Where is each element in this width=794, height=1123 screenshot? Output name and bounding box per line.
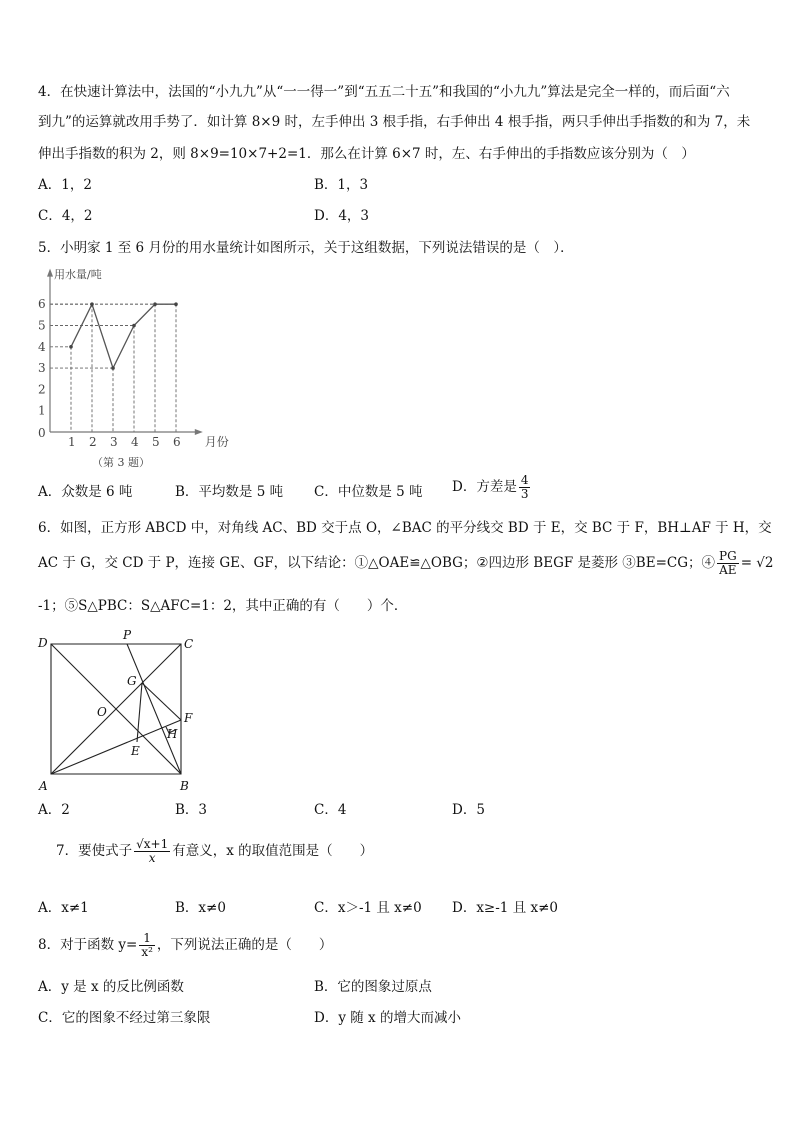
label-e: E	[131, 744, 140, 758]
q8-option-d: D．y 随 x 的增大而减小	[314, 1010, 461, 1026]
q4-line-2: 到九”的运算就改用手势了．如计算 8×9 时，左手伸出 3 根手指，右手伸出 4 根手指，两只手伸出手指数的和为 7，未	[38, 114, 751, 130]
origin-label: 0	[38, 426, 46, 440]
fraction-numerator: 4	[520, 473, 529, 487]
y-axis-arrow	[47, 269, 53, 277]
data-point	[174, 302, 178, 306]
q8-option-b: B．它的图象过原点	[314, 979, 432, 995]
data-point	[90, 302, 94, 306]
q7-option-b: B．x≠0	[175, 900, 226, 916]
y-tick-label: 3	[38, 361, 46, 376]
q6-option-a: A．2	[38, 802, 70, 818]
q6-line-3: -1；⑤S△PBC：S△AFC=1：2，其中正确的有（ ）个．	[38, 598, 408, 614]
q7-option-a: A．x≠1	[38, 900, 89, 916]
y-tick-label: 6	[38, 297, 46, 312]
x-axis-arrow	[195, 429, 203, 435]
label-a: A	[39, 779, 48, 793]
y-tick-label: 2	[38, 382, 46, 397]
q7-stem	[56, 838, 373, 865]
x-axis-label: 月份	[204, 435, 229, 449]
q6-line-2	[38, 550, 773, 577]
q8-stem	[38, 932, 332, 959]
q7-fraction	[134, 838, 170, 865]
q4-option-b: B．1，3	[314, 177, 369, 193]
q5-option-b: B．平均数是 5 吨	[175, 484, 284, 500]
q6-square-figure	[34, 628, 204, 796]
y-tick-label: 1	[38, 403, 46, 418]
q6-option-d: D．5	[452, 802, 485, 818]
label-b: B	[180, 779, 189, 793]
q5-line-chart	[30, 262, 250, 472]
q6-line-2-text: AC 于 G，交 CD 于 P，连接 GE、GF，以下结论：①△OAE≌△OBG；②四边形 BEGF 是菱形 ③BE=CG；④	[38, 555, 716, 571]
q5-option-c: C．中位数是 5 吨	[314, 484, 423, 500]
q5-option-d-label: D．方差是	[452, 479, 517, 495]
fraction-numerator: 1	[139, 932, 155, 946]
y-axis-label: 用水量/吨	[54, 268, 102, 281]
q8-option-c: C．它的图象不经过第三象限	[38, 1010, 211, 1026]
q7-prefix: 7．要使式子	[56, 843, 133, 859]
q5-option-d-fraction	[519, 474, 531, 501]
fraction-numerator: PG	[719, 549, 737, 563]
fraction-denominator: x	[148, 851, 156, 865]
q6-fraction	[717, 550, 739, 577]
q4-option-d: D．4，3	[314, 208, 370, 224]
q8-option-a: A．y 是 x 的反比例函数	[38, 979, 184, 995]
x-tick-label: 3	[110, 435, 118, 449]
x-tick-label: 6	[173, 435, 181, 449]
q8-suffix: ，下列说法正确的是（ ）	[156, 937, 333, 953]
q8-prefix: 8．对于函数 y=	[38, 937, 138, 953]
q6-option-b: B．3	[175, 802, 208, 818]
fraction-denominator: AE	[719, 563, 737, 577]
segment-gf	[142, 683, 181, 720]
data-point	[69, 345, 73, 349]
label-c: C	[184, 637, 194, 651]
q6-line-1: 6．如图，正方形 ABCD 中，对角线 AC、BD 交于点 O，∠BAC 的平分线交 BD 于 E，交 BC 于 F，BH⊥AF 于 H，交	[38, 520, 772, 536]
label-d: D	[38, 636, 48, 650]
x-tick-label: 1	[68, 435, 76, 449]
data-point	[111, 366, 115, 370]
q6-line-2-tail: = √2	[740, 555, 774, 571]
label-f: F	[184, 711, 193, 725]
chart-caption: （第 3 题）	[92, 456, 150, 469]
q7-suffix: 有意义，x 的取值范围是（ ）	[172, 843, 374, 859]
label-h: H	[167, 727, 178, 741]
label-g: G	[127, 674, 137, 688]
q5-option-a: A．众数是 6 吨	[38, 484, 133, 500]
q4-line-3: 伸出手指数的积为 2，则 8×9=10×7+2=1．那么在计算 6×7 时，左、右手伸出的手指数应该分别为（ ）	[38, 146, 695, 162]
data-point	[132, 324, 136, 328]
fraction-denominator: x²	[141, 945, 153, 959]
x-tick-label: 2	[89, 435, 97, 449]
series-line	[71, 304, 176, 368]
q4-option-c: C．4，2	[38, 208, 93, 224]
x-tick-label: 4	[131, 435, 139, 449]
q6-option-c: C．4	[314, 802, 347, 818]
fraction-numerator: √x+1	[136, 837, 169, 851]
label-o: O	[97, 705, 107, 719]
q5-option-d	[452, 474, 532, 501]
label-p: P	[123, 628, 132, 642]
data-point	[153, 302, 157, 306]
q8-fraction	[139, 932, 155, 959]
x-tick-label: 5	[152, 435, 160, 449]
y-tick-label: 4	[38, 339, 46, 354]
q7-option-d: D．x≥-1 且 x≠0	[452, 900, 558, 916]
fraction-denominator: 3	[520, 487, 529, 501]
q4-line-1: 4．在快速计算法中，法国的“小九九”从“一一得一”到“五五二十五”和我国的“小九九”算法是完全一样的，而后面“六	[38, 84, 730, 100]
y-tick-label: 5	[38, 318, 46, 333]
q5-stem: 5．小明家 1 至 6 月份的用水量统计如图所示，关于这组数据，下列说法错误的是（ ）．	[38, 240, 574, 256]
q7-option-c: C．x＞-1 且 x≠0	[314, 900, 422, 916]
q4-option-a: A．1，2	[38, 177, 92, 193]
